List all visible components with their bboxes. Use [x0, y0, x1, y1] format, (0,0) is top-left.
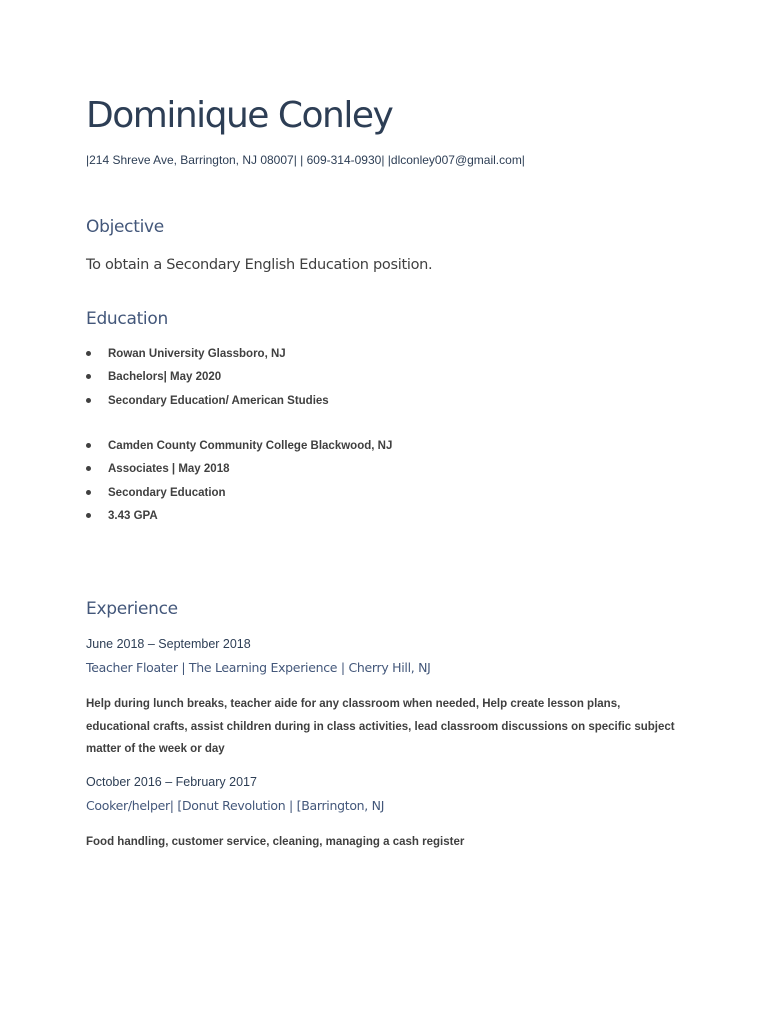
education-list-camden — [86, 438, 392, 531]
job-description: Food handling, customer service, cleaning, managing a cash register — [86, 836, 465, 848]
education-heading: Education — [86, 309, 168, 329]
education-item-text: Secondary Education/ American Studies — [108, 394, 329, 407]
bullet-icon — [86, 513, 91, 518]
list-item — [86, 346, 329, 369]
bullet-icon — [86, 443, 91, 448]
objective-text: To obtain a Secondary English Education position. — [86, 257, 433, 273]
education-item-text: Camden County Community College Blackwood, NJ — [108, 440, 393, 452]
job-description: Help during lunch breaks, teacher aide for any classroom when needed, Help create lesson plans, educational crafts, assist children during in class activities, lead classroom discussions on specific subject matter of the week or day — [86, 698, 675, 755]
education-item-text: Associates | May 2018 — [108, 463, 230, 476]
bullet-icon — [86, 398, 91, 403]
objective-heading: Objective — [86, 217, 164, 237]
list-item — [86, 369, 329, 392]
list-item — [86, 438, 392, 461]
experience-heading: Experience — [86, 599, 178, 619]
job-dates: October 2016 – February 2017 — [86, 775, 257, 789]
bullet-icon — [86, 490, 91, 495]
job-dates: June 2018 – September 2018 — [86, 637, 251, 651]
bullet-icon — [86, 351, 91, 356]
job-title: Teacher Floater | The Learning Experience | Cherry Hill, NJ — [86, 660, 431, 675]
candidate-name: Dominique Conley — [86, 95, 393, 136]
education-list-rowan — [86, 346, 329, 416]
contact-info: |214 Shreve Ave, Barrington, NJ 08007| | 609-314-0930| |dlconley007@gmail.com| — [86, 153, 525, 167]
list-item — [86, 508, 392, 531]
education-item-text: Rowan University Glassboro, NJ — [108, 348, 286, 360]
bullet-icon — [86, 374, 91, 379]
education-item-text: Bachelors| May 2020 — [108, 371, 222, 384]
education-item-text: Secondary Education — [108, 486, 226, 499]
job-title: Cooker/helper| [Donut Revolution | [Barrington, NJ — [86, 798, 385, 813]
list-item — [86, 461, 392, 484]
bullet-icon — [86, 466, 91, 471]
list-item — [86, 485, 392, 508]
education-item-text: 3.43 GPA — [108, 509, 158, 522]
list-item — [86, 393, 329, 416]
